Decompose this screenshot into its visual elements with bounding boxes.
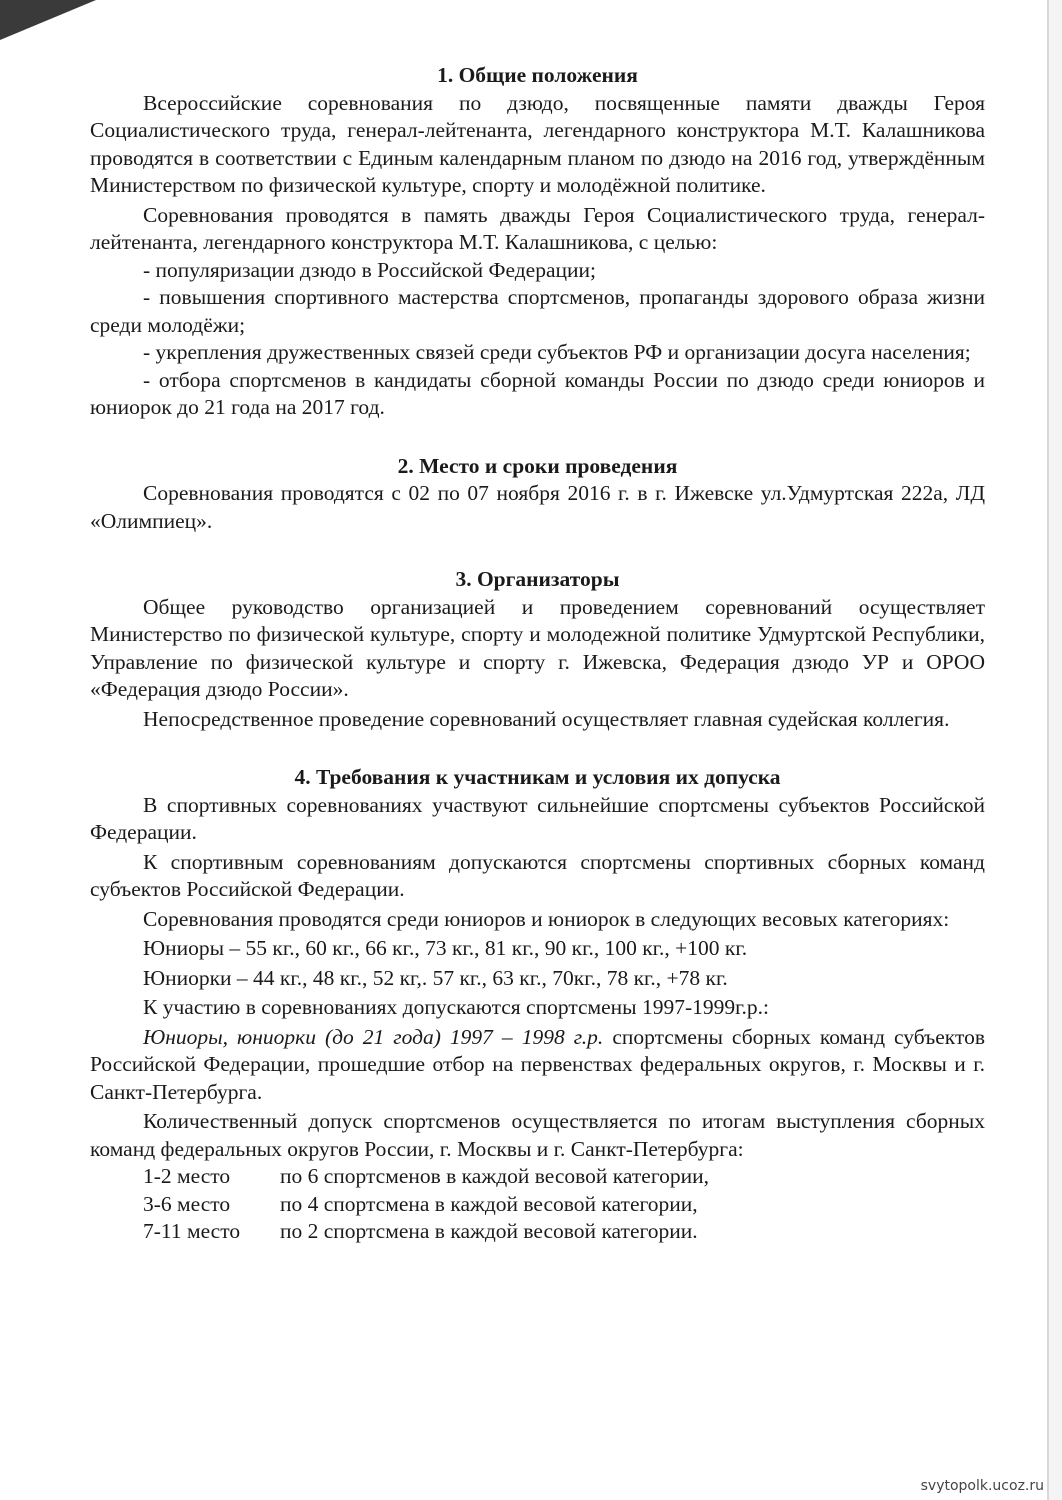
document-page [90,62,985,1246]
section-title: 2. Место и сроки проведения [397,453,678,478]
section-organizers [90,566,985,733]
paragraph: Количественный допуск спортсменов осуществляется по итогам выступления сборных команд федеральных округов России, г. Москвы и г. Санкт-Петербурга: [90,1109,985,1161]
paragraph: Общее руководство организацией и проведением соревнований осуществляет Министерство по физической культуре, спорту и молодежной политике Удмуртской Республики, Управление по физической культуре и спорту г. Ижевска, Федерация дзюдо УР и ОРОО «Федерация дзюдо России». [90,594,985,701]
section-title: 4. Требования к участникам и условия их допуска [294,765,781,789]
goal-item: - повышения спортивного мастерства спортсменов, пропаганды здорового образа жизни среди молодёжи; [90,285,985,337]
paragraph: К участию в соревнованиях допускаются спортсмены 1997-1999г.р.: [143,995,770,1019]
quota-row [143,1163,985,1191]
paragraph: Соревнования проводятся с 02 по 07 ноября 2016 г. в г. Ижевске ул.Удмуртская 222а, ЛД «Олимпиец». [90,481,985,533]
quota-list [90,1163,985,1246]
weight-classes-juniors: Юниоры – 55 кг., 60 кг., 66 кг., 73 кг., 81 кг., 90 кг., 100 кг., +100 кг. [143,936,748,960]
quota-place: 1-2 место [143,1164,231,1188]
quota-text: по 2 спортсмена в каждой весовой категории. [280,1219,698,1243]
italic-phrase: Юниоры, юниорки (до 21 года) 1997 – 1998 г.р. [143,1024,604,1049]
section-place-dates [90,453,985,536]
paragraph-text: спортсмены сборных команд субъектов Российской Федерации, прошедшие отбор на первенствах федеральных округов, г. Москвы и г. Санкт-Петербурга. [90,1024,985,1104]
section-title: 1. Общие положения [437,63,638,87]
paragraph: Соревнования проводятся в память дважды Героя Социалистического труда, генерал-лейтенанта, легендарного конструктора М.Т. Калашникова, с целью: [90,202,985,254]
quota-text: по 4 спортсмена в каждой весовой категории, [280,1191,698,1216]
paragraph: В спортивных соревнованиях участвуют сильнейшие спортсмены субъектов Российской Федерации. [90,792,985,844]
quota-row [143,1191,985,1219]
quota-text: по 6 спортсменов в каждой весовой категории, [280,1164,710,1188]
goal-item: - укрепления дружественных связей среди субъектов РФ и организации досуга населения; [143,340,971,364]
quota-row [143,1218,985,1246]
goal-item: - популяризации дзюдо в Российской Федерации; [143,257,597,282]
paragraph [90,1024,985,1107]
quota-place: 3-6 место [143,1191,231,1216]
paragraph: К спортивным соревнованиям допускаются спортсмены спортивных сборных команд субъектов Российской Федерации. [90,849,985,901]
paragraph: Соревнования проводятся среди юниоров и юниорок в следующих весовых категориях: [143,906,950,931]
section-general [90,62,985,422]
site-watermark: svytopolk.ucoz.ru [920,1478,1044,1494]
weight-classes-junior-women: Юниорки – 44 кг., 48 кг., 52 кг,. 57 кг., 63 кг., 70кг., 78 кг., +78 кг. [143,965,728,990]
paragraph: Непосредственное проведение соревнований осуществляет главная судейская коллегия. [143,706,950,731]
section-title: 3. Организаторы [455,567,620,591]
goal-item: - отбора спортсменов в кандидаты сборной команды России по дзюдо среди юниоров и юниорок до 21 года на 2017 год. [90,367,985,419]
quota-place: 7-11 место [143,1219,241,1243]
paragraph: Всероссийские соревнования по дзюдо, посвященные памяти дважды Героя Социалистического труда, генерал-лейтенанта, легендарного конструктора М.Т. Калашникова проводятся в соответствии с Единым календарным планом по дзюдо на 2016 год, утверждённым Министерством по физической культуре, спорту и молодёжной политике. [90,90,985,197]
section-requirements [90,764,985,1246]
